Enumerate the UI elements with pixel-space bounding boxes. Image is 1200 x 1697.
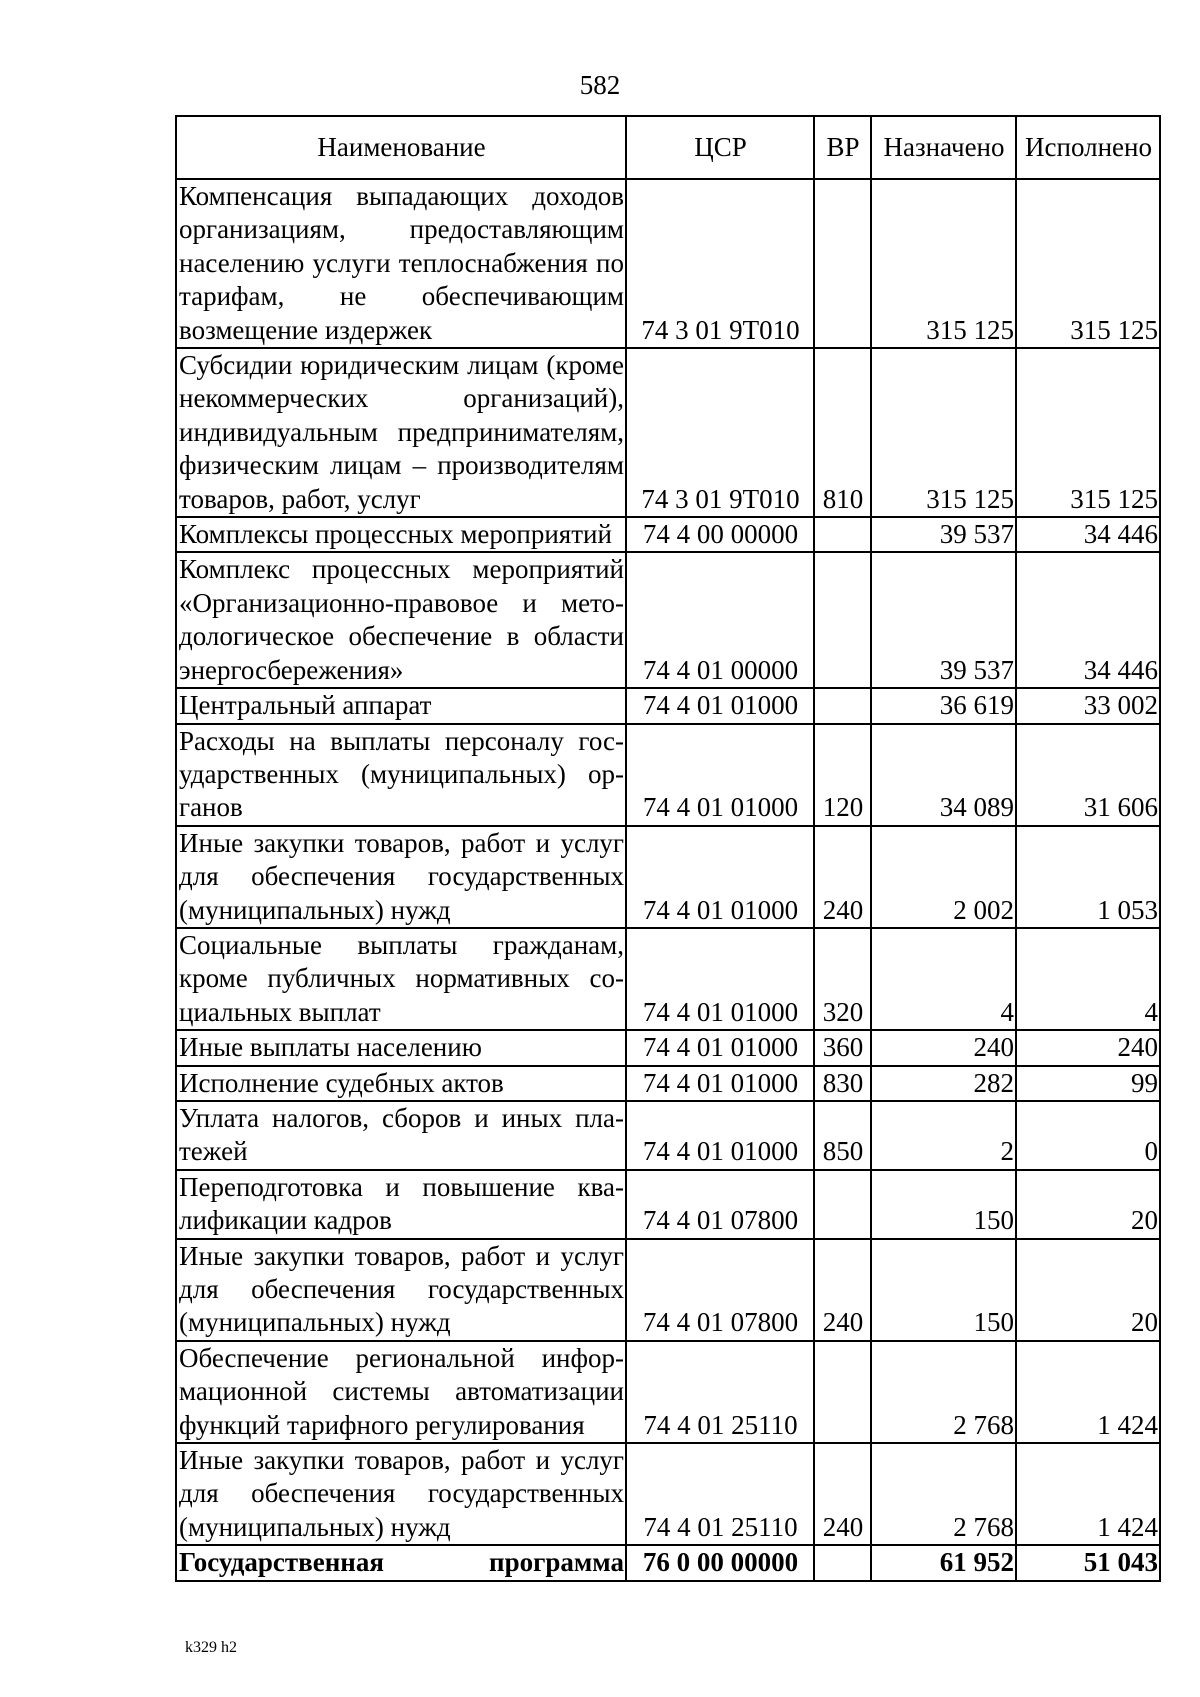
cell-executed: 315 125 [1016,348,1160,517]
cell-vr: 120 [814,724,871,826]
table-row [176,1443,1160,1545]
cell-name: Уплата налогов, сборов и иных платежей [176,1101,626,1170]
cell-name: Субсидии юридическим лицам (кроме некоммерческих организаций), индивидуальным предпринимателям, физическим лицам – производителям товаров, работ, услуг [176,348,626,517]
cell-assigned: 39 537 [871,517,1016,552]
table-row [176,826,1160,928]
table-header [176,116,1160,179]
cell-vr [814,1170,871,1239]
cell-executed: 31 606 [1016,724,1160,826]
cell-vr: 850 [814,1101,871,1170]
cell-vr: 240 [814,1239,871,1341]
cell-executed: 1 424 [1016,1443,1160,1545]
cell-vr: 810 [814,348,871,517]
cell-assigned: 36 619 [871,688,1016,723]
table-row [176,517,1160,552]
table-row [176,1545,1160,1580]
cell-vr [814,688,871,723]
cell-name: Иные закупки товаров, работ и услуг для обеспечения государственных (муниципальных) нужд [176,826,626,928]
cell-name: Расходы на выплаты персоналу государственных (муниципальных) органов [176,724,626,826]
cell-csr: 74 4 01 01000 [626,688,814,723]
cell-assigned: 315 125 [871,179,1016,348]
cell-csr: 74 4 00 00000 [626,517,814,552]
cell-assigned: 4 [871,928,1016,1030]
table-row [176,688,1160,723]
cell-csr: 74 4 01 01000 [626,928,814,1030]
cell-csr: 74 3 01 9Т010 [626,348,814,517]
cell-csr: 74 4 01 01000 [626,724,814,826]
table-row [176,552,1160,688]
cell-vr [814,1545,871,1580]
cell-csr: 74 4 01 25110 [626,1341,814,1443]
cell-name: Переподготовка и повышение квалификации кадров [176,1170,626,1239]
cell-vr [814,1341,871,1443]
header-row [176,116,1160,179]
cell-executed: 20 [1016,1170,1160,1239]
cell-csr: 74 4 01 01000 [626,1066,814,1101]
cell-executed: 99 [1016,1066,1160,1101]
cell-csr: 74 4 01 07800 [626,1170,814,1239]
cell-executed: 315 125 [1016,179,1160,348]
cell-executed: 51 043 [1016,1545,1160,1580]
cell-name: Иные выплаты населению [176,1030,626,1065]
cell-name: Компенсация выпадающих доходов организациям, предоставляющим населению услуги теплоснабжения по тарифам, не обеспечивающим возмещение издержек [176,179,626,348]
cell-name: Социальные выплаты гражданам, кроме публичных нормативных социальных выплат [176,928,626,1030]
cell-csr: 74 4 01 25110 [626,1443,814,1545]
cell-csr: 74 4 01 07800 [626,1239,814,1341]
cell-csr: 74 4 01 01000 [626,1030,814,1065]
cell-name: Комплексы процессных мероприятий [176,517,626,552]
cell-name: Исполнение судебных актов [176,1066,626,1101]
cell-assigned: 61 952 [871,1545,1016,1580]
cell-csr: 74 4 01 01000 [626,826,814,928]
cell-vr [814,552,871,688]
cell-assigned: 2 768 [871,1443,1016,1545]
cell-executed: 4 [1016,928,1160,1030]
table-row [176,179,1160,348]
cell-assigned: 282 [871,1066,1016,1101]
cell-assigned: 2 768 [871,1341,1016,1443]
page-number: 582 [579,70,621,100]
header-csr: ЦСР [626,116,814,179]
cell-vr: 320 [814,928,871,1030]
cell-name: Иные закупки товаров, работ и услуг для обеспечения государственных (муниципальных) нужд [176,1443,626,1545]
header-executed: Исполнено [1016,116,1160,179]
cell-assigned: 2 002 [871,826,1016,928]
header-name: Наименование [176,116,626,179]
table-body [176,179,1160,1581]
table-row [176,1170,1160,1239]
cell-vr: 240 [814,1443,871,1545]
cell-assigned: 34 089 [871,724,1016,826]
table-row [176,348,1160,517]
cell-assigned: 2 [871,1101,1016,1170]
table-row [176,1101,1160,1170]
cell-vr: 830 [814,1066,871,1101]
header-vr: ВР [814,116,871,179]
table-row [176,724,1160,826]
table-row [176,1066,1160,1101]
table-row [176,1341,1160,1443]
cell-vr [814,179,871,348]
cell-name: Центральный аппарат [176,688,626,723]
table-row [176,1030,1160,1065]
footer-code: k329 h2 [185,1639,237,1656]
cell-vr [814,517,871,552]
cell-csr: 74 4 01 01000 [626,1101,814,1170]
cell-name: Комплекс процессных мероприятий «Организационно-правовое и методологическое обеспечение в области энергосбережения» [176,552,626,688]
cell-csr: 74 4 01 00000 [626,552,814,688]
cell-vr: 240 [814,826,871,928]
table-row [176,1239,1160,1341]
cell-executed: 1 424 [1016,1341,1160,1443]
header-assigned: Назначено [871,116,1016,179]
cell-csr: 74 3 01 9Т010 [626,179,814,348]
cell-executed: 0 [1016,1101,1160,1170]
cell-assigned: 150 [871,1239,1016,1341]
cell-assigned: 240 [871,1030,1016,1065]
cell-assigned: 39 537 [871,552,1016,688]
cell-name: Обеспечение региональной информационной системы автоматизации функций тарифного регулирования [176,1341,626,1443]
cell-executed: 33 002 [1016,688,1160,723]
cell-executed: 240 [1016,1030,1160,1065]
table-row [176,928,1160,1030]
cell-assigned: 150 [871,1170,1016,1239]
cell-name: Иные закупки товаров, работ и услуг для обеспечения государственных (муниципальных) нужд [176,1239,626,1341]
cell-assigned: 315 125 [871,348,1016,517]
cell-executed: 20 [1016,1239,1160,1341]
cell-name: Государственная программа [176,1545,626,1580]
cell-vr: 360 [814,1030,871,1065]
budget-table [175,115,1161,1582]
cell-executed: 1 053 [1016,826,1160,928]
cell-executed: 34 446 [1016,552,1160,688]
cell-csr: 76 0 00 00000 [626,1545,814,1580]
cell-executed: 34 446 [1016,517,1160,552]
